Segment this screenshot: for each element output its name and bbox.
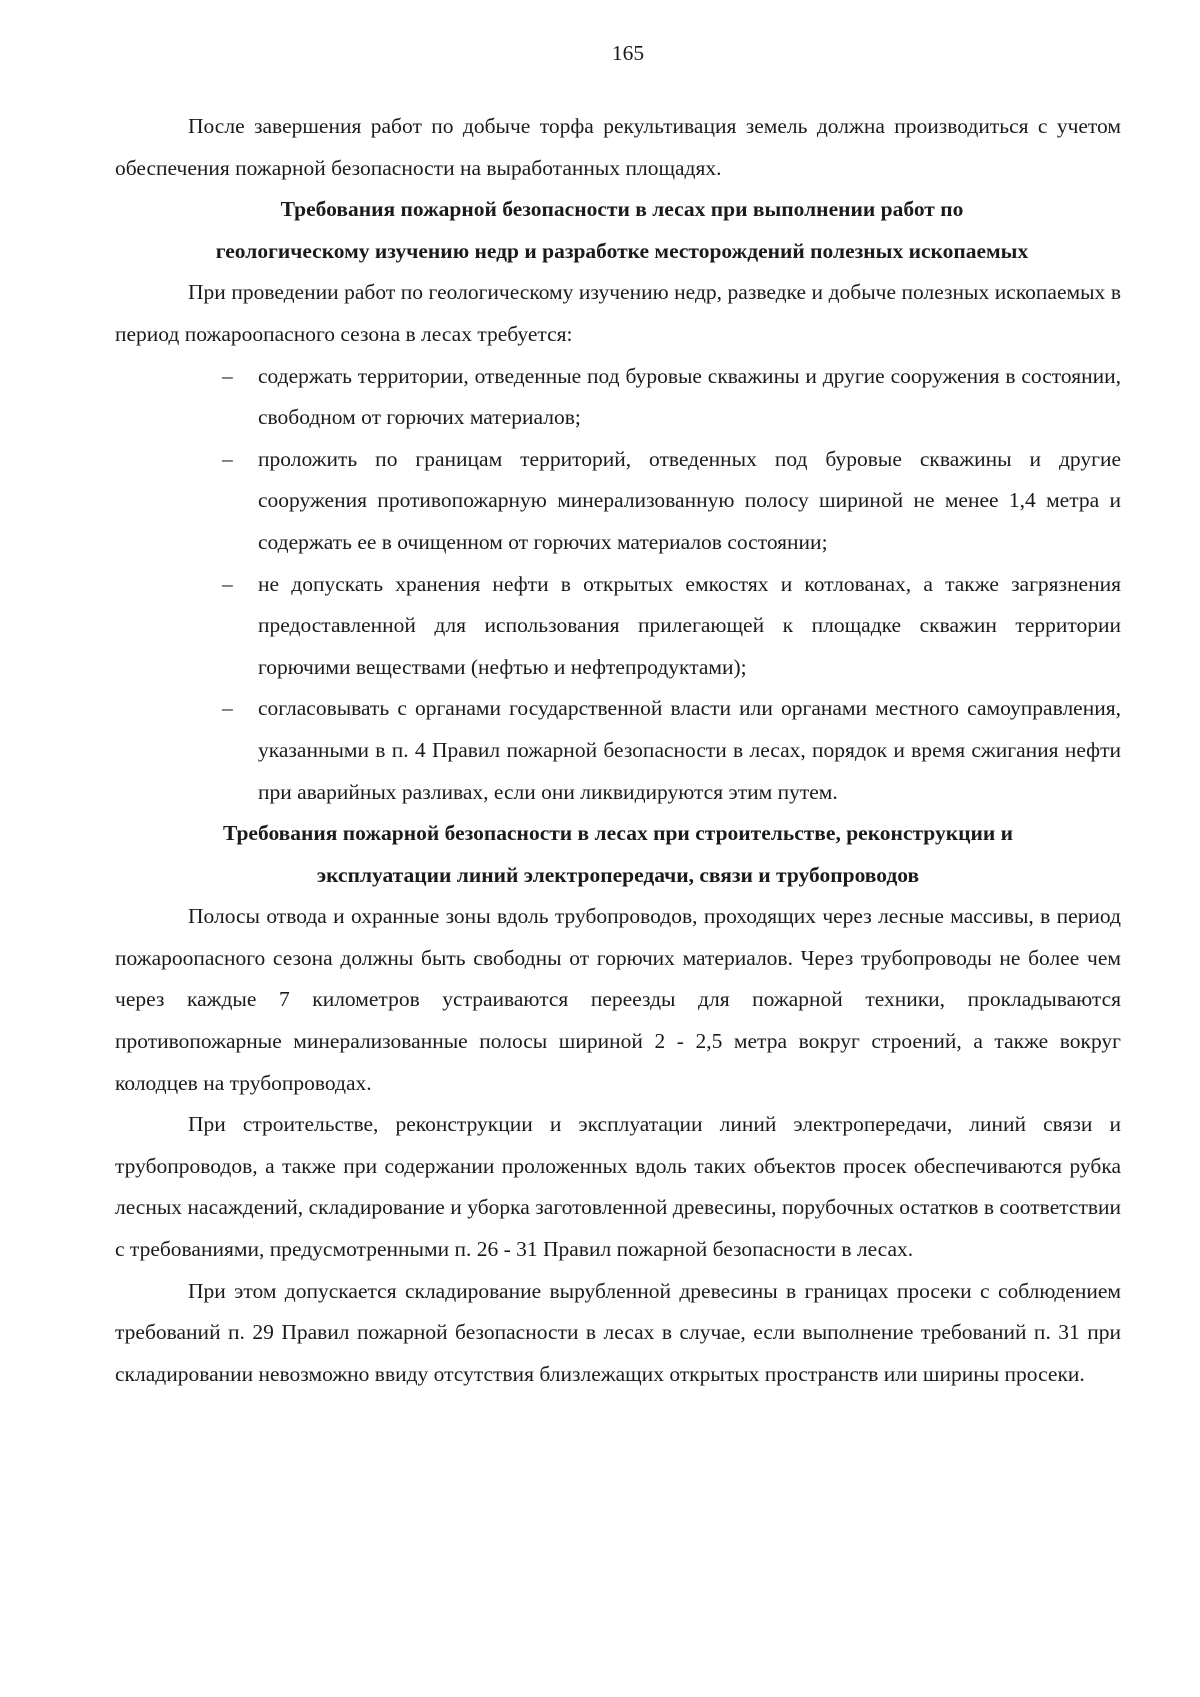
section-heading-powerlines (115, 813, 1121, 896)
list-dash: – (222, 446, 233, 471)
section-heading-geology (115, 189, 1121, 272)
document-page (115, 38, 1121, 1395)
geology-paragraph: При проведении работ по геологическому изучению недр, разведке и добыче полезных ископаемых в период пожароопасного сезона в лесах требуется: (115, 280, 1121, 346)
list-dash: – (222, 696, 233, 721)
list-item (222, 688, 1121, 813)
construction-paragraph: При строительстве, реконструкции и эксплуатации линий электропередачи, линий связи и трубопроводов, а также при содержании проложенных вдоль таких объектов просек обеспечиваются рубка лесных насаждений, складирование и уборка заготовленной древесины, порубочных остатков в соответствии с требованиями, предусмотренными п. 26 - 31 Правил пожарной безопасности в лесах. (115, 1112, 1121, 1262)
page-number: 165 (611, 41, 645, 65)
section-heading-geology-line2: геологическому изучению недр и разработке месторождений полезных ископаемых (215, 238, 1029, 263)
section-heading-powerlines-line2: эксплуатации линий электропередачи, связи и трубопроводов (316, 862, 920, 887)
requirements-list (115, 356, 1121, 814)
list-item (222, 439, 1121, 564)
list-dash: – (222, 363, 233, 388)
storage-paragraph: При этом допускается складирование вырубленной древесины в границах просеки с соблюдением требований п. 29 Правил пожарной безопасности в лесах в случае, если выполнение требований п. 31 при складировании невозможно ввиду отсутствия близлежащих открытых пространств или ширины просеки. (115, 1278, 1121, 1386)
list-item (222, 356, 1121, 439)
intro-paragraph: После завершения работ по добыче торфа рекультивация земель должна производиться с учетом обеспечения пожарной безопасности на выработанных площадях. (115, 114, 1121, 180)
pipelines-paragraph: Полосы отвода и охранные зоны вдоль трубопроводов, проходящих через лесные массивы, в период пожароопасного сезона должны быть свободны от горючих материалов. Через трубопроводы не более чем через каждые 7 километров устраиваются переезды для пожарной техники, прокладываются противопожарные минерализованные полосы шириной 2 - 2,5 метра вокруг строений, а также вокруг колодцев на трубопроводах. (115, 904, 1121, 1095)
list-item-text: содержать территории, отведенные под буровые скважины и другие сооружения в состоянии, свободном от горючих материалов; (258, 363, 1121, 430)
list-item (222, 564, 1121, 689)
list-dash: – (222, 571, 233, 596)
section-heading-powerlines-line1: Требования пожарной безопасности в лесах при строительстве, реконструкции и (222, 821, 1014, 846)
list-item-text: не допускать хранения нефти в открытых емкостях и котлованах, а также загрязнения предоставленной для использования прилегающей к площадке скважин территории горючими веществами (нефтью и нефтепродуктами); (258, 571, 1121, 679)
section-heading-geology-line1: Требования пожарной безопасности в лесах при выполнении работ по (280, 197, 964, 222)
list-item-text: согласовывать с органами государственной власти или органами местного самоуправления, указанными в п. 4 Правил пожарной безопасности в лесах, порядок и время сжигания нефти при аварийных разливах, если они ликвидируются этим путем. (258, 696, 1121, 804)
list-item-text: проложить по границам территорий, отведенных под буровые скважины и другие сооружения противопожарную минерализованную полосу шириной не менее 1,4 метра и содержать ее в очищенном от горючих материалов состоянии; (258, 446, 1121, 554)
